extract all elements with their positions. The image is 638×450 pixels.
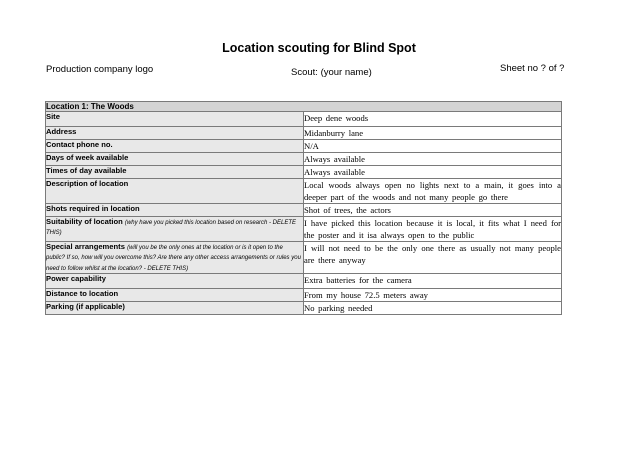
row-value-special-arrangements: I will not need to be the only one there as usually not many people are there anyway <box>304 242 562 274</box>
page-title: Location scouting for Blind Spot <box>222 41 416 55</box>
row-label-suitability <box>46 217 304 242</box>
table-row <box>46 289 562 302</box>
row-value-times-available: Always available <box>304 166 562 179</box>
special-arrangements-note: (will you be the only ones at the location or is it open to the public? If so, how will you overcome this? Are there any other access arrangements or rules you need to follow whilst at the location? - DELETE THIS) <box>46 245 301 272</box>
table-row <box>46 166 562 179</box>
table-row <box>46 127 562 140</box>
table-row <box>46 302 562 315</box>
row-value-shots-required: Shot of trees, the actors <box>304 204 562 217</box>
row-label-distance: Distance to location <box>46 289 304 302</box>
row-value-distance: From my house 72.5 meters away <box>304 289 562 302</box>
row-label-times-available: Times of day available <box>46 166 304 179</box>
row-label-contact-phone: Contact phone no. <box>46 140 304 153</box>
table-row <box>46 217 562 242</box>
location-header-row <box>46 102 562 112</box>
row-value-contact-phone: N/A <box>304 140 562 153</box>
special-arrangements-label-text: Special arrangements <box>46 242 125 251</box>
location-title: Location 1: The Woods <box>46 102 562 112</box>
table-row <box>46 153 562 166</box>
scout-name: Scout: (your name) <box>291 67 372 78</box>
row-value-site: Deep dene woods <box>304 112 562 127</box>
suitability-note: (why have you picked this location based on research - DELETE THIS) <box>46 220 297 237</box>
table-row <box>46 112 562 127</box>
row-label-shots-required: Shots required in location <box>46 204 304 217</box>
row-label-power: Power capability <box>46 274 304 289</box>
table-row <box>46 274 562 289</box>
production-company-logo-placeholder: Production company logo <box>46 64 154 75</box>
row-value-description: Local woods always open no lights next to a main, it goes into a deeper part of the woods and not many people go there <box>304 180 561 202</box>
table-row <box>46 242 562 274</box>
row-label-special-arrangements <box>46 242 304 274</box>
row-value-address: Midanburry lane <box>304 127 562 140</box>
row-label-days-available: Days of week available <box>46 153 304 166</box>
table-row <box>46 179 562 204</box>
location-table <box>45 101 562 315</box>
suitability-label-text: Suitability of location <box>46 217 123 226</box>
row-value-parking: No parking needed <box>304 302 562 315</box>
row-label-site: Site <box>46 112 304 127</box>
row-label-address: Address <box>46 127 304 140</box>
row-value-days-available: Always available <box>304 153 562 166</box>
sheet-number: Sheet no ? of ? <box>500 63 565 74</box>
table-row <box>46 140 562 153</box>
row-value-suitability: I have picked this location because it is local, it fits what I need for the poster and it isa always open to the public <box>304 218 561 240</box>
table-row <box>46 204 562 217</box>
row-label-description: Description of location <box>46 179 304 204</box>
row-label-parking: Parking (if applicable) <box>46 302 304 315</box>
row-value-power: Extra batteries for the camera <box>304 274 562 289</box>
